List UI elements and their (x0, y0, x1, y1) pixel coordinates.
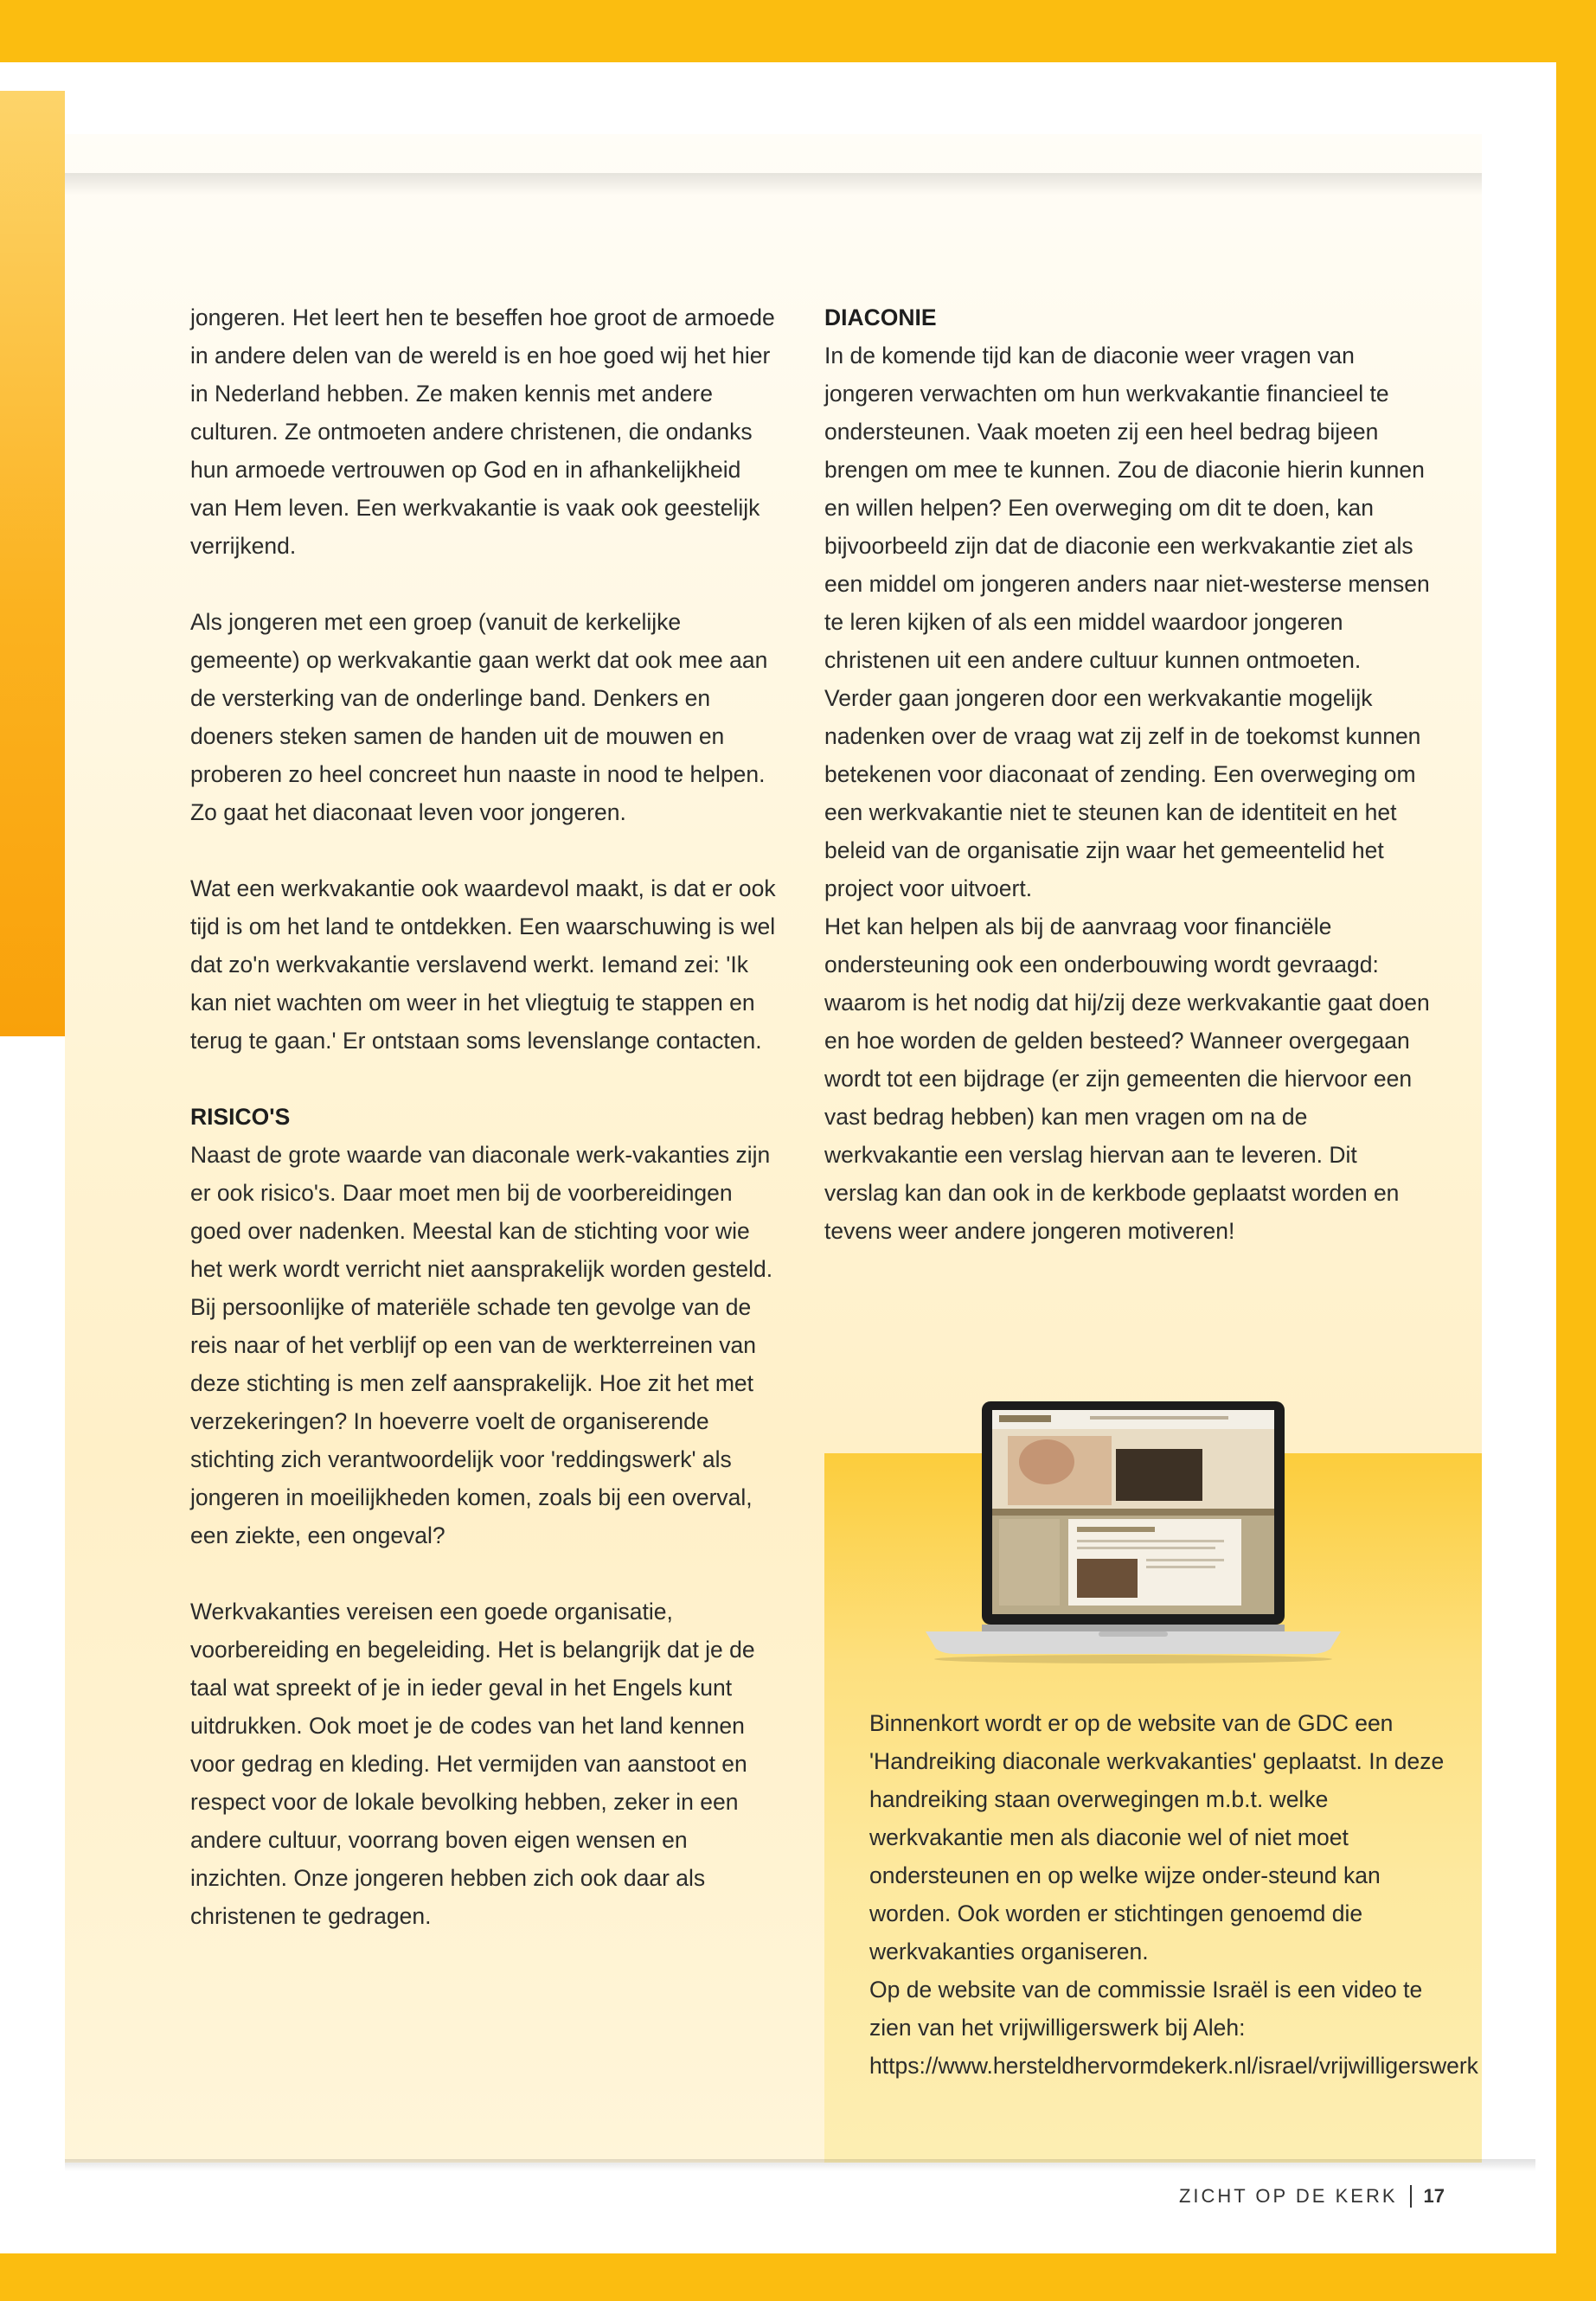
laptop-image (917, 1401, 1349, 1665)
side-tab (0, 91, 65, 1036)
left-paragraph-1: jongeren. Het leert hen te beseffen hoe groot de armoede in andere delen van de wereld is en hoe goed wij het hier in Nederland hebben. Ze maken kennis met andere culturen. Ze ontmoeten andere christenen, die ondanks hun armoede vertrouwen op God en in afhankelijkheid van Hem leven. Een werkvakantie is vaak ook geestelijk verrijkend. (190, 304, 775, 559)
bottom-shadow (65, 2159, 1535, 2171)
block-paragraph-1: Binnenkort wordt er op de website van de GDC een 'Handreiking diaconale werkvakanties' geplaatst. In deze handreiking staan overwegingen m.b.t. welke werkvakantie men als diaconie wel of niet moet ondersteunen en op welke wijze onder-steund kan worden. Ook worden er stichtingen genoemd die werkvakanties organiseren. (869, 1710, 1445, 1965)
footer-separator (1410, 2185, 1412, 2208)
left-paragraph-2: Als jongeren met een groep (vanuit de kerkelijke gemeente) op werkvakantie gaan werkt dat ook mee aan de versterking van de onderlinge band. Denkers en doeners steken samen de handen uit de mouwen en proberen zo heel concreet hun naaste in nood te helpen. Zo gaat het diaconaat leven voor jongeren. (190, 609, 768, 825)
frame-bottom (0, 2253, 1596, 2301)
top-shadow (65, 173, 1482, 195)
left-paragraph-3: Wat een werkvakantie ook waardevol maakt, is dat er ook tijd is om het land te ontdekken. Een waarschuwing is wel dat zo'n werkvakantie verslavend werkt. Iemand zei: 'Ik kan niet wachten om weer in het vliegtuig te stappen en terug te gaan.' Er ontstaan soms levenslange contacten. (190, 875, 776, 1054)
magazine-name: ZICHT OP DE KERK (1178, 2185, 1398, 2207)
info-block-text (869, 1704, 1478, 2085)
page-number: 17 (1423, 2185, 1445, 2207)
frame-right (1556, 0, 1596, 2301)
frame-top (0, 0, 1596, 62)
left-paragraph-5: Werkvakanties vereisen een goede organisatie, voorbereiding en begeleiding. Het is belangrijk dat je de taal wat spreekt of je in ieder geval in het Engels kunt uitdrukken. Ook moet je de codes van het land kennen voor gedrag en kleding. Het vermijden van aanstoot en respect voor de lokale bevolking hebben, zeker in een andere cultuur, voorrang boven eigen wensen en inzichten. Onze jongeren hebben zich ook daar als christenen te gedragen. (190, 1599, 755, 1929)
risicos-heading: RISICO'S (190, 1104, 291, 1130)
aleh-video-link[interactable]: https://www.hersteldhervormdekerk.nl/israel/vrijwilligerswerk (869, 2053, 1478, 2079)
left-paragraph-4: Naast de grote waarde van diaconale werk-vakanties zijn er ook risico's. Daar moet men bij de voorbereidingen goed over nadenken. Meestal kan de stichting voor wie het werk wordt verricht niet aansprakelijk worden gesteld. Bij persoonlijke of materiële schade ten gevolge van de reis naar of het verblijf op een van de werkterreinen van deze stichting is men zelf aansprakelijk. Hoe zit het met verzekeringen? In hoeverre voelt de organiserende stichting zich verantwoordelijk voor 'reddingswerk' als jongeren in moeilijkheden komen, zoals bij een overval, een ziekte, een ongeval? (190, 1142, 773, 1548)
page-footer (1179, 2185, 1445, 2208)
right-paragraph-2: Het kan helpen als bij de aanvraag voor financiële ondersteuning ook een onderbouwing wordt gevraagd: waarom is het nodig dat hij/zij deze werkvakantie gaat doen en hoe worden de gelden besteed? Wanneer overgegaan wordt tot een bijdrage (er zijn gemeenten die hiervoor een vast bedrag hebben) kan men vragen om na de werkvakantie een verslag hiervan aan te leveren. Dit verslag kan dan ook in de kerkbode geplaatst worden en tevens weer andere jongeren motiveren! (824, 913, 1430, 1244)
diaconie-heading: DIACONIE (824, 304, 937, 330)
right-column (824, 298, 1430, 1250)
right-paragraph-1: In de komende tijd kan de diaconie weer vragen van jongeren verwachten om hun werkvakantie financieel te ondersteunen. Vaak moeten zij een heel bedrag bijeen brengen om mee te kunnen. Zou de diaconie hierin kunnen en willen helpen? Een overweging om dit te doen, kan bijvoorbeeld zijn dat de diaconie een werkvakantie ziet als een middel om jongeren anders naar niet-westerse mensen te leren kijken of als een middel waardoor jongeren christenen uit een andere cultuur kunnen ontmoeten. Verder gaan jongeren door een werkvakantie mogelijk nadenken over de vraag wat zij zelf in de toekomst kunnen betekenen voor diaconaat of zending. Een overweging om een werkvakantie niet te steunen kan de identiteit en het beleid van de organisatie zijn waar het gemeentelid het project voor uitvoert. (824, 343, 1430, 901)
block-paragraph-2: Op de website van de commissie Israël is een video te zien van het vrijwilligerswerk bij Aleh: (869, 1977, 1423, 2041)
left-column (190, 298, 779, 1935)
